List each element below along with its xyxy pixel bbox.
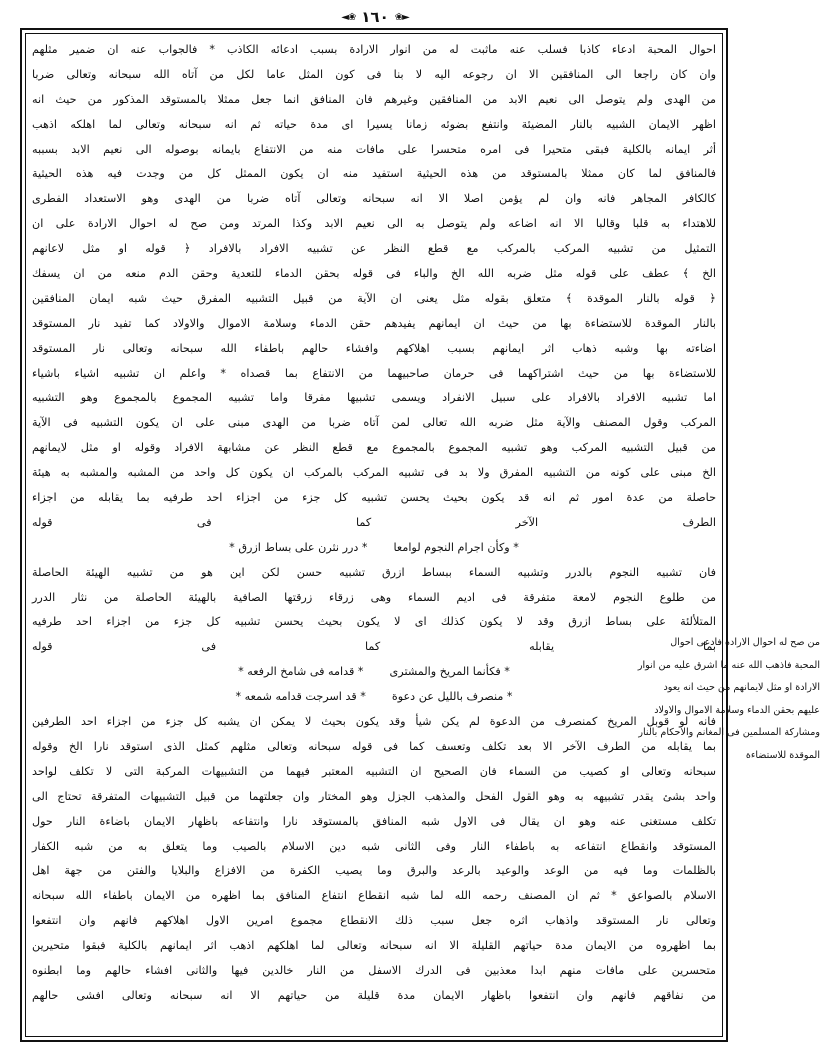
hemistich: * فكأنما المريخ والمشترى <box>389 665 510 679</box>
verse-line <box>32 536 716 561</box>
hemistich: * وكأن اجرام النجوم لوامعا <box>393 540 519 554</box>
ornament-right-icon: ❀► <box>394 11 409 23</box>
text-line: أثر ايمانه بالكلية فبقى متحيرا فى امره متحسرا على مافات منه من الانتفاع بايمانه بوصوله الى نعيم الابد بسببه <box>32 142 716 156</box>
text-line: بالنار الموقدة للاستضاءة بها من حيث ان ايمانهم يفيدهم حقن الدماء وسلامة الاموال والاولاد كما تفيد نار المستوقد <box>32 316 716 330</box>
text-line: فانه لو قوبل المريخ كمنصرف من الدعوة لم يكن شيأ وقد يكون بحيث لا يمكن ان يشبه كل جزء من اجزاء احد الطرفين <box>32 715 716 729</box>
text-line: الطرف الآخر كما فى قوله <box>32 515 716 529</box>
text-line: بما يقابله من الطرف الآخر الا بعد تكلف وتعسف كما فى قوله سبحانه وتعالى مثلهم كمثل الذى استوقد نارا الخ وقوله <box>32 739 716 753</box>
margin-gloss-line: الارادة او مثل لايمانهم من حيث انه يعود <box>663 682 820 693</box>
hemistich: * قد اسرجت قدامه شمعه * <box>235 690 366 704</box>
margin-gloss <box>637 632 820 767</box>
text-line: تكلف مستغنى عنه وهو ان يقال فى الاول شبه المنافق بالمستوقد نارا وانتفاعه باظهار الايمان باضاءة النار حول <box>32 814 716 828</box>
hemistich: * قدامه فى شامخ الرفعه * <box>238 665 364 679</box>
text-line: ﴿ قوله بالنار الموقدة ﴾ متعلق بقوله مثل يعنى ان الآية من قبيل التشبيه المفرق حيث شبه ايمان المنافقين <box>32 291 716 305</box>
margin-gloss-line: ومشاركة المسلمين فى المغانم والاحكام بالنار <box>638 727 820 738</box>
text-line: فالمنافق لما كان ممثلا بالمستوقد من هذه الحيثية استفيد منه ان يكون الممثل كل من وجدت فيه هذه الحيثية <box>32 167 716 181</box>
verse-line <box>32 685 716 710</box>
text-line: بالظلمات وما فيه من الوعد والوعيد بالرعد والبرق وما يصيب الكفرة من الافزاع والبلايا والفتن من جهة اهل <box>32 864 716 878</box>
text-line: بما اظهروه من الايمان مدة حياتهم القليلة الا انه سبحانه وتعالى لما اهلكهم اذهب اثر ايمانهم بالكلية فبقوا متحيرين <box>32 939 716 953</box>
commentary-text <box>32 38 716 1032</box>
text-line: كالكافر المجاهر فانه وان لم يؤمن اصلا الا انه سبحانه وتعالى آتاه ضربا من الهدى وهو الاستعداد الفطرى <box>32 192 716 206</box>
margin-gloss-line: من صح له احوال الارادة فادعى احوال <box>670 637 820 648</box>
text-line: المستوقد وانقطاع انتفاعه به باطفاء النار وفى الثانى شبه دين الاسلام بالصيب وما يتعلق به من شبه الكفار <box>32 839 716 853</box>
text-line: سبحانه وتعالى او كصيب من السماء فان الصحيح ان التشبيه المعتبر فيهما من التشبيهات المركبة التى لا تكلف لواحد <box>32 764 716 778</box>
text-line: متحسرين على مافات منهم ابدا معذبين فى الدرك الاسفل من النار خالدين فيها والثانى افشاء حالهم وما ابطنوه <box>32 963 716 977</box>
ornament-left-icon: ◄❀ <box>341 11 356 23</box>
text-line: بما يقابله كما فى قوله <box>32 640 716 654</box>
text-line: حاصلة من عدة امور ثم انه قد يكون بحيث يحسن تشبيه كل جزء من اجزاء احد طرفيه بما يقابله من اجزاء <box>32 491 716 505</box>
margin-gloss-line: عليهم بحقن الدماء وسلامة الاموال والاولاد <box>654 704 820 716</box>
text-line: من قبيل التشبيه المركب وهو تشبيه المجموع بالمجموع مع قطع النظر عن مشابهة الافراد وقوله او مثل لايمانهم <box>32 441 716 455</box>
margin-gloss-line: الموقدة للاستضاءة <box>745 749 820 761</box>
verse-line <box>32 660 716 685</box>
text-line: الاسلام بالصواعق * ثم ان المصنف رحمه الله لما شبه انقطاع انتفاع المنافق بما اظهره من الايمان باطفاء الله سبحانه <box>32 889 716 903</box>
text-line: للاستضاءة بها من حيث اشتراكهما فى حرمان صاحبيهما من الانتفاع بما قصداه * واعلم ان تشبيه اشياء باشياء <box>32 366 716 380</box>
page-number-group <box>341 8 409 26</box>
text-line: احوال المحبة ادعاء كاذبا فسلب عنه ماثبت له من انوار الارادة بسبب ادعائه الكاذب * فالجواب عنه ان ضمير مثلهم <box>32 43 716 56</box>
text-line: من الهدى ولم يتوصل الى نعيم الابد من المنافقين وغيرهم فان المنافق انما جعل ممثلا بالمستوقد المذكور من حيث انه <box>32 92 716 106</box>
text-line: اما تشبيه الافراد بالافراد على سبيل الانفراد ويسمى تشبيها مفرقا واما تشبيه المجموع بالمجموع وهو التشبيه <box>32 391 716 405</box>
hemistich: * منصرف بالليل عن دعوة <box>391 690 513 704</box>
text-line: وتعالى نار المستوقد واذهاب اثره جعل سبب ذلك الانقطاع مجموع امرين الاول اهلاكهم فانهم وان انتفعوا <box>32 914 716 928</box>
hemistich: * درر نثرن على بساط ازرق * <box>229 540 368 554</box>
text-line: المتلألئة على بساط ازرق وقد لا يكون كذلك اى لا يكون بحيث يحسن تشبيه كل جزء من اجزاء احد طرفيه <box>32 615 716 629</box>
text-line: من نفاقهم فانهم وان انتفعوا باظهار الايمان مدة قليلة من حياتهم الا انه سبحانه وتعالى افشى حالهم <box>32 988 716 1002</box>
margin-gloss-line: المحبة فاذهب الله عنه ما اشرق عليه من انوار <box>637 659 820 671</box>
page-header <box>80 6 670 28</box>
text-line: فان تشبيه النجوم بالدرر وتشبيه السماء ببساط ازرق تشبيه حسن لكن اين هو من تشبيه الهيئة الحاصلة <box>32 565 716 579</box>
main-text-frame <box>20 28 728 1042</box>
text-line: اضاءته بها وشبه ذهاب اثر ايمانهم بسبب اهلاكهم وافشاء حالهم باطفاء الله سبحانه وتعالى نار المستوقد <box>32 341 716 355</box>
text-line: وان كان راجعا الى المنافقين الا ان رجوعه اليه لا بنا فى كون المثل عاما لكل من آتاه الله سبحانه وتعالى ضربا <box>32 67 716 81</box>
text-line: اظهر الايمان الشبيه بالنار المضيئة وانتفع بضوئه زمانا يسيرا اى مدة حياته ثم انه سبحانه وتعالى لما اهلكه اذهب <box>32 117 716 131</box>
text-line: للاهتداء به قلبا وقالبا الا انه اضاعه ولم يتوصل به الى نعيم الابد وكذا المرتد ومن صح له احوال الارادة على ان <box>32 217 716 231</box>
text-line: الخ ﴾ عطف على قوله مثل ضربه الله الخ والباء فى قوله بحقن الدماء للتعدية وحقن الدم منعه من ان يسفك <box>32 267 716 281</box>
text-line: من طلوع النجوم لامعة متفرقة فى اديم السماء وهى زرقاء زرقتها الصافية بالهيئة الحاصلة من نثار الدرر <box>32 590 716 604</box>
text-line: التمثيل من تشبيه المركب بالمركب مع قطع النظر عن تشبيه الافراد بالافراد ﴿ قوله او مثل لاعانهم <box>32 242 716 256</box>
text-line: الخ مبنى على كونه من التشبيه المفرق ولا بد فى تشبيه المركب بالمركب ان يكون كل واحد من المشبه والمشبه به هيئة <box>32 466 716 480</box>
text-line: واحد بشئ يقدر تشبيهه به وهو القول الفحل والمذهب الجزل وهو المختار وان جعلتهما من قبيل التشبيهات المتفرقة تحتاج الى <box>32 789 716 803</box>
page-number: ١٦٠ <box>361 8 389 26</box>
text-line: المركب وقول المصنف والآية مثل ضربه الله تعالى لمن آتاه ضربا من الهدى مبنى على ان يكون التشبيه فى الآية <box>32 416 716 430</box>
